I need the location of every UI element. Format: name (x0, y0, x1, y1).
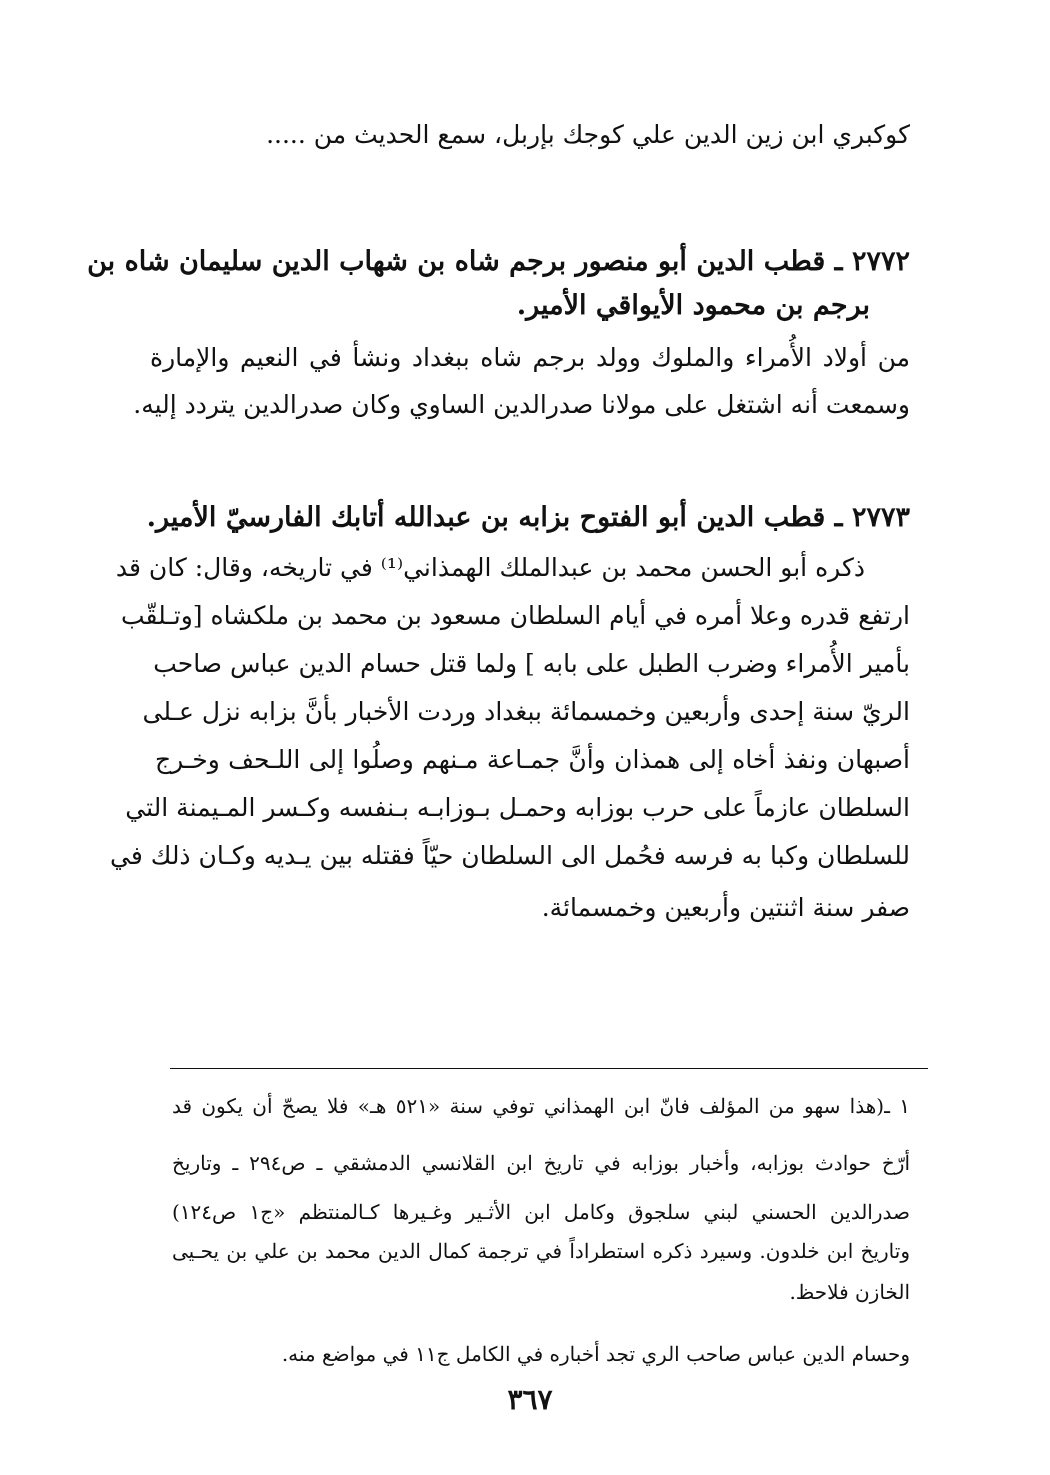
entry-2773-body-line: السلطان عازماً على حرب بوزابه وحمـل بـوزابـه بـنفسه وكـسر المـيمنة التي (125, 793, 910, 822)
page-number: ٣٦٧ (507, 1383, 553, 1416)
entry-2773-body-line: الريّ سنة إحدى وأربعين وخمسمائة ببغداد وردت الأخبار بأنَّ بزابه نزل عـلى (142, 697, 910, 726)
footnote-1-line: أرّخ حوادث بوزابه، وأخبار بوزابه في تاريخ ابن القلانسي الدمشقي ـ ص٢٩٤ ـ وتاريخ (172, 1151, 910, 1175)
entry-2773-body-line: ذكره أبو الحسن محمد بن عبدالملك الهمذاني⁽¹⁾ في تاريخه، وقال: كان قد (115, 553, 865, 582)
footnote-1-line: وتاريخ ابن خلدون. وسيرد ذكره استطراداً في ترجمة كمال الدين محمد بن علي بن يحـيى (172, 1239, 910, 1263)
entry-2773-body-line: بأمير الأُمراء وضرب الطبل على بابه ] ولما قتل حسام الدين عباس صاحب (153, 649, 910, 678)
entry-2772-body-line-1: من أولاد الأُمراء والملوك وولد برجم شاه ببغداد ونشأ في النعيم والإمارة (150, 343, 910, 372)
footnote-1-line: ١ ـ(هذا سهو من المؤلف فانّ ابن الهمذاني توفي سنة «٥٢١ هـ» فلا يصحّ أن يكون قد (172, 1094, 910, 1118)
entry-2772-heading-line-2: برجم بن محمود الأيواقي الأمير. (516, 290, 870, 321)
entry-2773-body-line: ارتفع قدره وعلا أمره في أيام السلطان مسعود بن محمد بن ملكشاه [وتـلقّب (120, 601, 910, 630)
entry-2773-body-line: أصبهان ونفذ أخاه إلى همذان وأنَّ جمـاعة مـنهم وصلُوا إلى اللـحف وخـرج (155, 745, 911, 774)
entry-2773-body-line: للسلطان وكبا به فرسه فحُمل الى السلطان حيّاً فقتله بين يـديه وكـان ذلك في (110, 841, 910, 870)
footnote-2: وحسام الدين عباس صاحب الري تجد أخباره في الكامل ج١١ في مواضع منه. (281, 1342, 910, 1366)
entry-2773-heading: ٢٧٧٣ ـ قطب الدين أبو الفتوح بزابه بن عبدالله أتابك الفارسيّ الأمير. (146, 502, 910, 533)
entry-2772-heading-line-1: ٢٧٧٢ ـ قطب الدين أبو منصور برجم شاه بن شهاب الدين سليمان شاه بن (87, 246, 910, 277)
footnote-1-line: الخازن فلاحظ. (789, 1280, 910, 1304)
intro-line: كوكبري ابن زين الدين علي كوجك بإربل، سمع الحديث من ..... (266, 120, 910, 149)
footnote-separator (170, 1068, 928, 1069)
entry-2773-body-line: صفر سنة اثنتين وأربعين وخمسمائة. (541, 893, 910, 922)
entry-2772-body-line-2: وسمعت أنه اشتغل على مولانا صدرالدين الساوي وكان صدرالدين يتردد إليه. (133, 390, 910, 419)
footnote-1-line: صدرالدين الحسني لبني سلجوق وكامل ابن الأثـير وغـيرها كـالمنتظم «ج١ ص١٢٤) (172, 1200, 910, 1224)
